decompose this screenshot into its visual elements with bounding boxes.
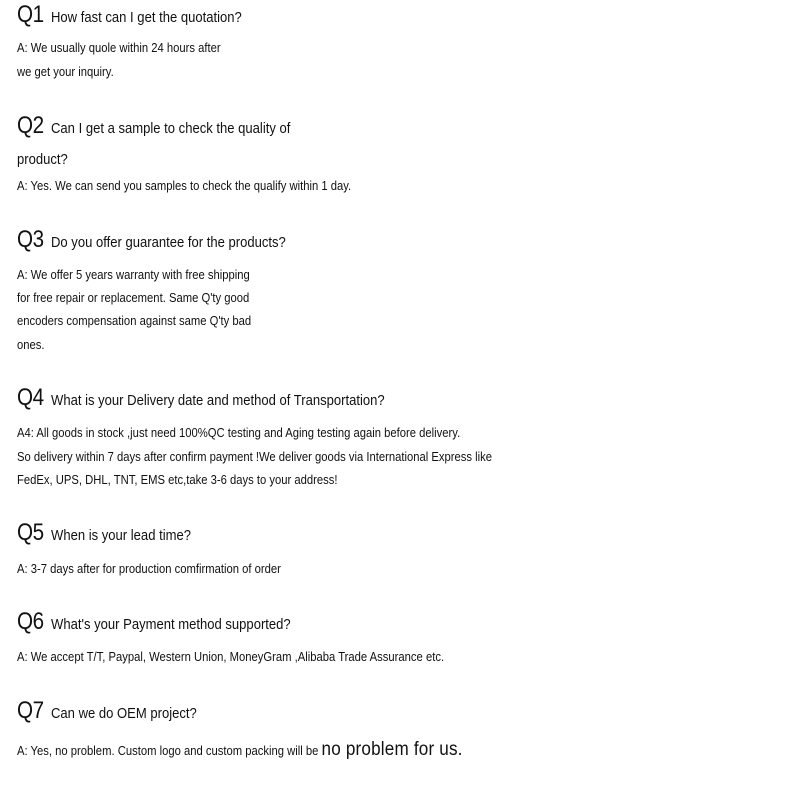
- answer-line: A4: All goods in stock ,just need 100%QC testing and Aging testing again before delivery.: [17, 426, 461, 440]
- question-q4: [17, 384, 422, 415]
- question-number: Q4: [17, 384, 44, 411]
- answer-line: FedEx, UPS, DHL, TNT, EMS etc,take 3-6 days to your address!: [17, 473, 338, 487]
- question-text: Do you offer guarantee for the products?: [51, 235, 286, 251]
- question-number: Q1: [17, 1, 44, 28]
- answer-line: A: 3-7 days after for production comfirmation of order: [17, 562, 281, 576]
- answer-line: A: We offer 5 years warranty with free shipping: [17, 268, 250, 282]
- question-q2: [17, 112, 317, 143]
- question-q5: [17, 519, 207, 550]
- question-number: Q3: [17, 226, 44, 253]
- answer-line: ones.: [17, 338, 45, 352]
- question-text-continued: product?: [17, 152, 68, 168]
- question-text: What is your Delivery date and method of Transportation?: [51, 393, 385, 409]
- question-number: Q2: [17, 112, 44, 139]
- question-q3: [17, 226, 312, 257]
- question-q6: [17, 608, 317, 639]
- answer-line: for free repair or replacement. Same Q'ty good: [17, 291, 250, 305]
- answer-line: A: We accept T/T, Paypal, Western Union, MoneyGram ,Alibaba Trade Assurance etc.: [17, 650, 445, 664]
- question-text: What's your Payment method supported?: [51, 617, 291, 633]
- answer-line: encoders compensation against same Q'ty bad: [17, 314, 252, 328]
- answer-line: So delivery within 7 days after confirm payment !We deliver goods via International Express like: [17, 450, 493, 464]
- question-number: Q7: [17, 697, 44, 724]
- question-number: Q5: [17, 519, 44, 546]
- question-q1: [17, 1, 263, 32]
- question-text: When is your lead time?: [51, 528, 192, 544]
- answer-line: we get your inquiry.: [17, 65, 114, 79]
- answer-text-emphasis: no problem for us.: [321, 739, 463, 760]
- answer-line: A: We usually quole within 24 hours after: [17, 41, 221, 55]
- question-text: Can we do OEM project?: [51, 706, 197, 722]
- question-continuation: [17, 146, 73, 174]
- question-text: How fast can I get the quotation?: [51, 10, 242, 26]
- answer-line: A: Yes. We can send you samples to check the qualify within 1 day.: [17, 179, 352, 193]
- question-q7: [17, 697, 213, 728]
- question-number: Q6: [17, 608, 44, 635]
- answer-line: [17, 739, 463, 762]
- answer-text: A: Yes, no problem. Custom logo and custom packing will be: [17, 744, 322, 758]
- question-text: Can I get a sample to check the quality of: [51, 121, 291, 137]
